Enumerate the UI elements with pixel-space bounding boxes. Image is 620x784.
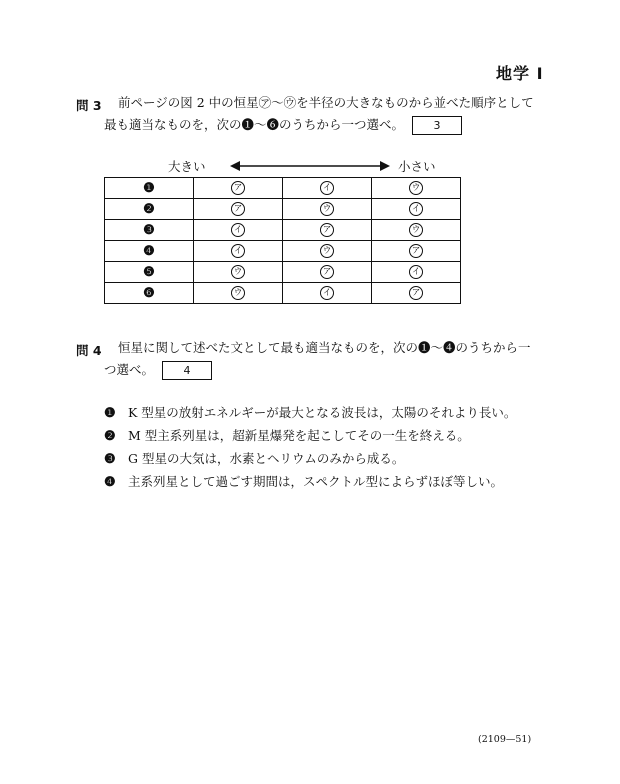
q4-text-line2-content: つ選べ。 xyxy=(104,362,155,377)
q3-label: 問 3 xyxy=(76,98,102,113)
row-number: ❷ xyxy=(105,199,194,220)
star-label: イ xyxy=(320,286,334,300)
row-number: ❸ xyxy=(105,220,194,241)
choice-text: M 型主系列星は，超新星爆発を起こしてその一生を終える。 xyxy=(128,428,470,443)
cell xyxy=(194,220,283,241)
table-row xyxy=(105,241,461,262)
cell xyxy=(283,199,372,220)
star-label: ア xyxy=(320,223,334,237)
cell xyxy=(372,178,461,199)
star-label: ウ xyxy=(231,286,245,300)
row-number: ❺ xyxy=(105,262,194,283)
size-scale xyxy=(168,157,438,177)
q4-text-line2 xyxy=(104,359,212,381)
cell xyxy=(283,178,372,199)
choice-number: ❶ xyxy=(104,406,116,421)
star-label: ア xyxy=(320,265,334,279)
star-label: ウ xyxy=(409,223,423,237)
star-label: ウ xyxy=(231,265,245,279)
star-label: ア xyxy=(409,286,423,300)
q4-answer-box[interactable]: 4 xyxy=(162,361,212,380)
table-row xyxy=(105,178,461,199)
choice-text: K 型星の放射エネルギーが最大となる波長は，太陽のそれより長い。 xyxy=(128,405,517,420)
star-label: ウ xyxy=(320,202,334,216)
cell xyxy=(194,241,283,262)
choice-item[interactable] xyxy=(104,402,516,425)
scale-small-label: 小さい xyxy=(398,159,436,174)
cell xyxy=(372,262,461,283)
table-row xyxy=(105,262,461,283)
q4-text-line1: 恒星に関して述べた文として最も適当なものを，次の❶〜❹のうちから一 xyxy=(118,340,531,355)
star-label: イ xyxy=(320,181,334,195)
cell xyxy=(372,241,461,262)
cell xyxy=(283,262,372,283)
choice-item[interactable] xyxy=(104,448,516,471)
star-label: イ xyxy=(231,223,245,237)
star-label: ア xyxy=(231,181,245,195)
star-label: ウ xyxy=(320,244,334,258)
star-label: ウ xyxy=(409,181,423,195)
double-arrow-icon xyxy=(230,159,390,173)
cell xyxy=(372,199,461,220)
page-code: (2109—51) xyxy=(478,734,532,745)
table-row xyxy=(105,220,461,241)
star-label: ア xyxy=(409,244,423,258)
choice-item[interactable] xyxy=(104,425,516,448)
q4-label: 問 4 xyxy=(76,343,102,358)
row-number: ❻ xyxy=(105,283,194,304)
cell xyxy=(283,220,372,241)
star-label: イ xyxy=(231,244,245,258)
scale-big-label: 大きい xyxy=(168,159,206,174)
choice-number: ❸ xyxy=(104,452,116,467)
table-row xyxy=(105,199,461,220)
cell xyxy=(194,262,283,283)
cell xyxy=(283,283,372,304)
cell xyxy=(283,241,372,262)
row-number: ❶ xyxy=(105,178,194,199)
choice-text: G 型星の大気は，水素とヘリウムのみから成る。 xyxy=(128,451,405,466)
star-label: イ xyxy=(409,265,423,279)
q3-text-line2 xyxy=(104,114,462,136)
choice-number: ❷ xyxy=(104,429,116,444)
order-table xyxy=(104,177,461,304)
cell xyxy=(194,199,283,220)
choice-text: 主系列星として過ごす期間は，スペクトル型によらずほぼ等しい。 xyxy=(128,474,504,489)
q3-text-line2-content: 最も適当なものを，次の❶〜❻のうちから一つ選べ。 xyxy=(104,117,405,132)
table-row xyxy=(105,283,461,304)
star-label: イ xyxy=(409,202,423,216)
cell xyxy=(372,283,461,304)
q4-choices xyxy=(104,402,516,494)
q3-text-line1: 前ページの図 2 中の恒星㋐〜㋒を半径の大きなものから並べた順序として xyxy=(118,95,534,110)
subject-title: 地学 I xyxy=(496,64,544,83)
choice-number: ❹ xyxy=(104,475,116,490)
star-label: ア xyxy=(231,202,245,216)
cell xyxy=(194,283,283,304)
row-number: ❹ xyxy=(105,241,194,262)
q3-answer-box[interactable]: 3 xyxy=(412,116,462,135)
cell xyxy=(194,178,283,199)
cell xyxy=(372,220,461,241)
choice-item[interactable] xyxy=(104,471,516,494)
